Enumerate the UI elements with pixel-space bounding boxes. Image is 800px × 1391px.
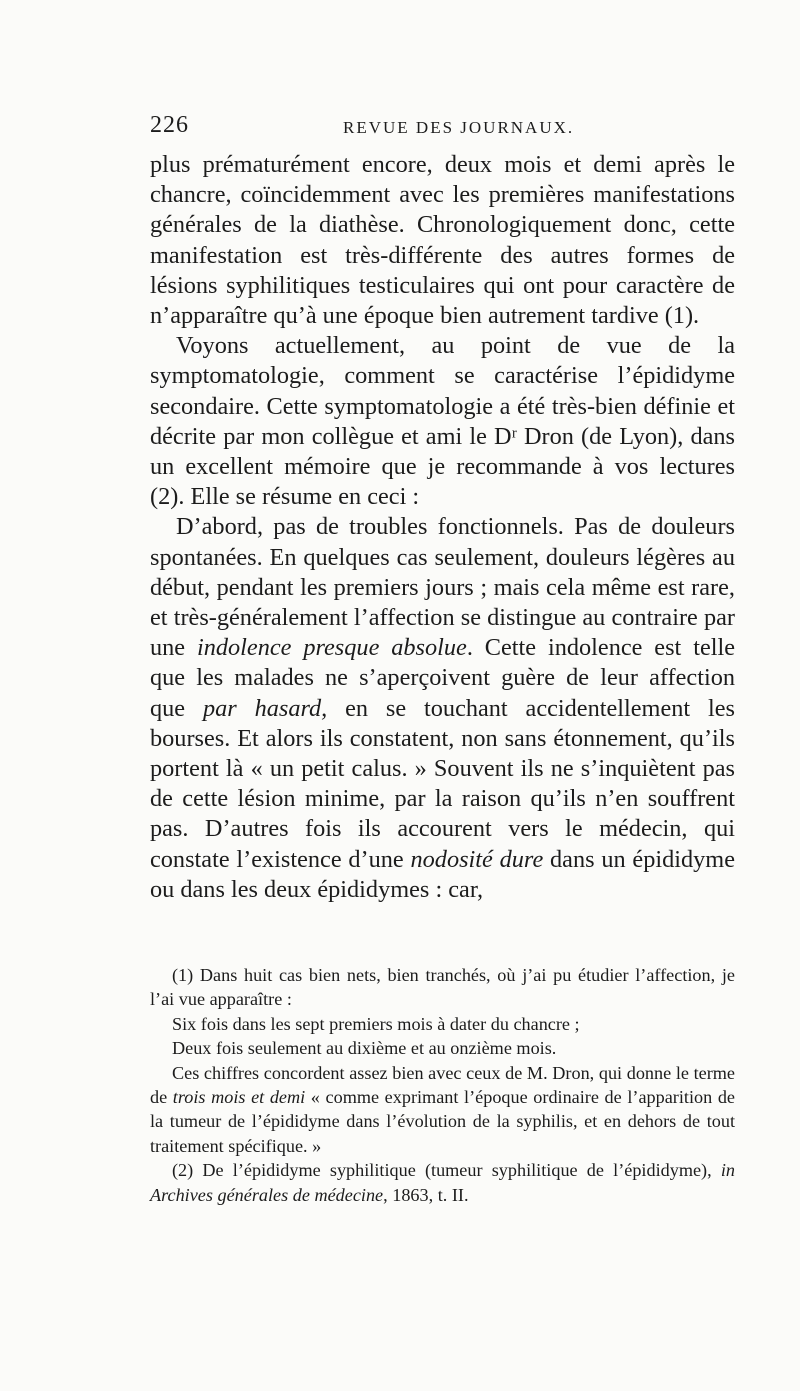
text-run: , 1863, t. II. [383, 1184, 469, 1205]
footnote-1-line-3: Deux fois seulement au dixième et au onzième mois. [172, 1038, 557, 1059]
emphasis-hasard: par hasard, [202, 694, 328, 722]
footnotes [150, 963, 735, 1207]
text-run: en se touchant accidentellement les bourses. Et alors ils constatent, non sans étonnement, qu’ils portent là « un petit calus. » Souvent ils ne s’inquiètent pas de cette lésion minime, par la raison qu’ils n’en souffrent pas. D’autres fois ils accourent vers le médecin, qui constate l’existence d’une [150, 694, 735, 873]
text-run: dans un épididyme ou dans les deux épididymes : car, [150, 845, 735, 903]
paragraph-3 [150, 512, 735, 905]
main-text [150, 150, 735, 905]
page-number: 226 [150, 112, 189, 138]
text-run: . Cette indolence est telle que les malades ne s’aperçoivent guère de leur affection que [150, 634, 736, 722]
text-run: Ces chiffres concordent assez bien avec ceux de M. Dron, qui donne le terme de [150, 1062, 735, 1108]
emphasis-archives: in Archives générales de médecine [150, 1160, 735, 1205]
paragraph-1: plus prématurément encore, deux mois et demi après le chancre, coïncidemment avec les premières manifestations générales de la diathèse. Chronologiquement donc, cette manifestation est très-différente des autres formes de lésions syphilitiques testiculaires qui ont pour caractère de n’apparaître qu’à une époque bien autrement tardive (1). [150, 151, 735, 330]
footnote-1-line-2: Six fois dans les sept premiers mois à dater du chancre ; [172, 1013, 580, 1034]
paragraph-2: Voyons actuellement, au point de vue de la symptomatologie, comment se caractérise l’épididyme secondaire. Cette symptomatologie a été très-bien définie et décrite par mon collègue et ami le Dʳ Dron (de Lyon), dans un excellent mémoire que je recommande à vos lectures (2). Elle se résume en ceci : [150, 332, 735, 511]
running-title: REVUE DES JOURNAUX. [343, 118, 575, 137]
text-run: D’abord, pas de troubles fonctionnels. Pas de douleurs spontanées. En quelques cas seulement, douleurs légères au début, pendant les premiers jours ; mais cela même est rare, et très-généralement l’affection se distingue au contraire par une [150, 513, 735, 662]
page-header [150, 112, 735, 146]
text-run: (2) De l’épididyme syphilitique (tumeur syphilitique de l’épididyme), [172, 1160, 721, 1181]
footnote-1-line-4 [150, 1061, 735, 1159]
emphasis-nodosite: nodosité dure [410, 845, 544, 873]
footnote-1: (1) Dans huit cas bien nets, bien tranchés, où j’ai pu étudier l’affection, je l’ai vue apparaître : [150, 965, 735, 1010]
text-run: « comme exprimant l’époque ordinaire de l’apparition de la tumeur de l’épididyme dans l’évolution de la syphilis, et en dehors de tout traitement spécifique. » [150, 1087, 735, 1156]
emphasis-indolence: indolence presque absolue [196, 634, 467, 662]
emphasis-trois-mois: trois mois et demi [172, 1087, 306, 1108]
footnote-2 [150, 1158, 735, 1207]
